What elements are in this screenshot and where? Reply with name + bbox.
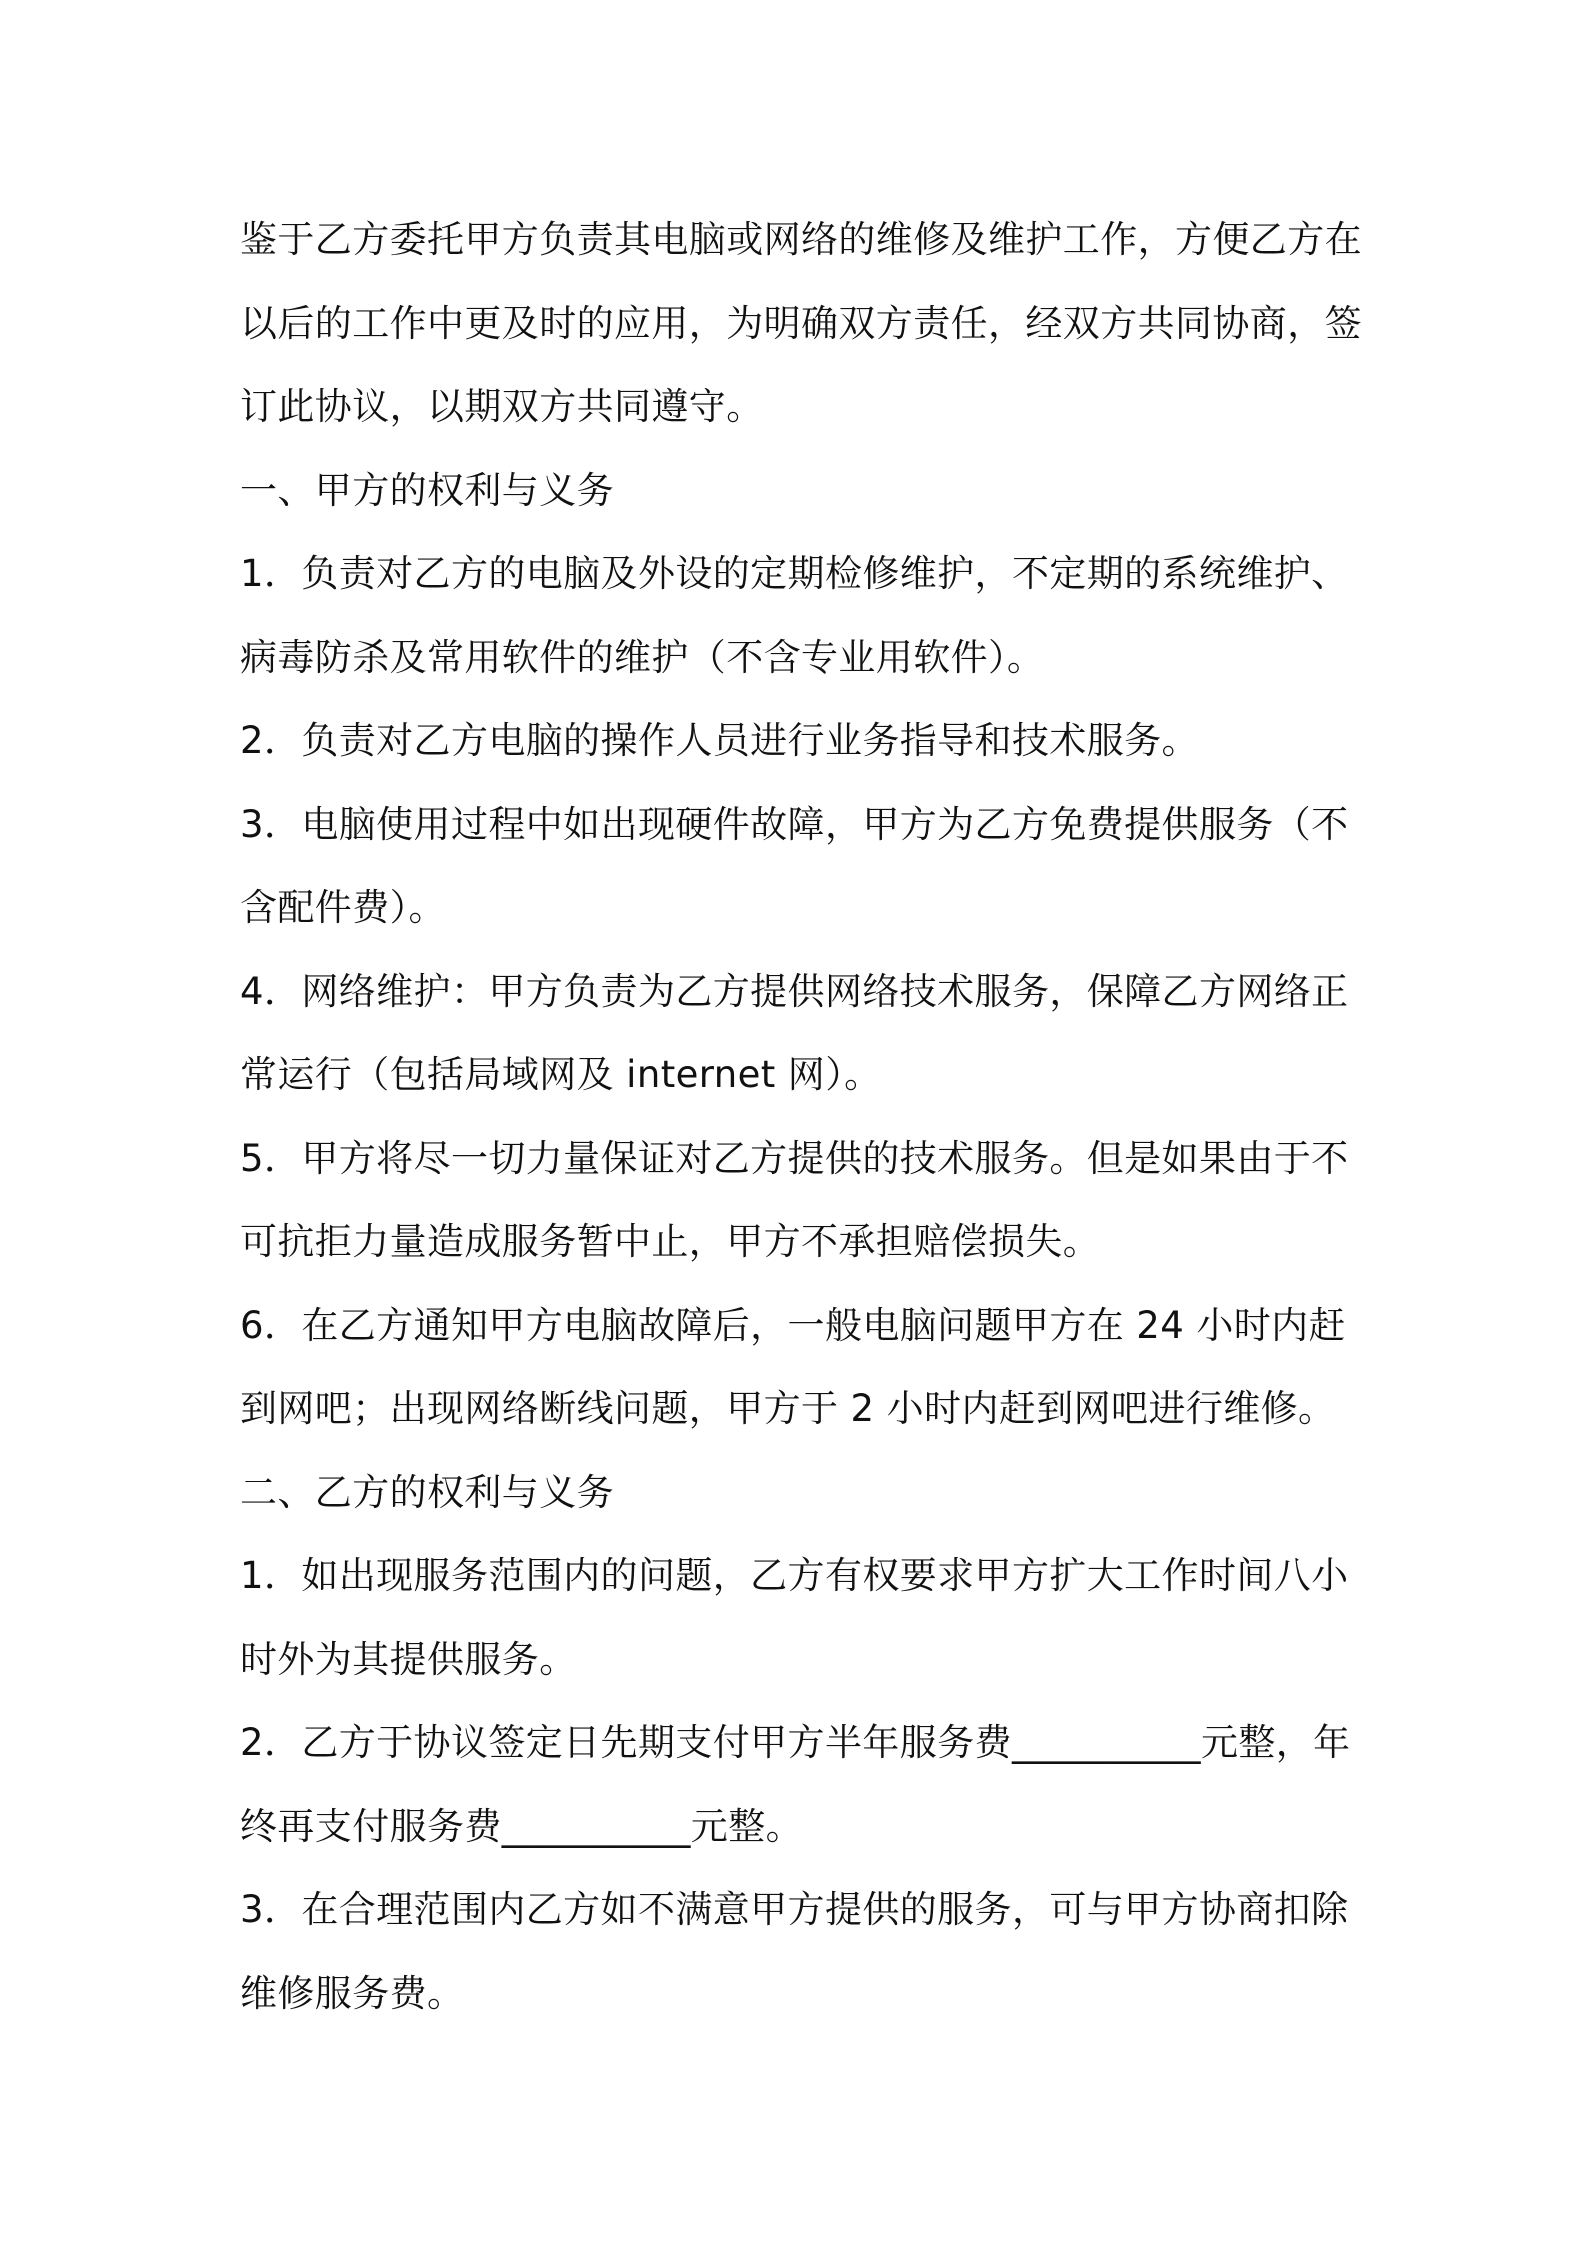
paragraph-line: 可抗拒力量造成服务暂中止，甲方不承担赔偿损失。 (240, 1220, 1101, 1263)
paragraph-line: 1．如出现服务范围内的问题，乙方有权要求甲方扩大工作时间八小 (240, 1554, 1349, 1597)
paragraph-line: 终再支付服务费__________元整。 (240, 1804, 803, 1848)
paragraph-line: 以后的工作中更及时的应用，为明确双方责任，经双方共同协商，签 (240, 301, 1362, 345)
paragraph-line: 病毒防杀及常用软件的维护（不含专业用软件）。 (240, 635, 1045, 679)
paragraph-line: 时外为其提供服务。 (240, 1637, 577, 1681)
paragraph-line: 维修服务费。 (240, 1971, 465, 2015)
paragraph-line: 4．网络维护：甲方负责为乙方提供网络技术服务，保障乙方网络正 (240, 969, 1349, 1013)
section-heading: 一、甲方的权利与义务 (240, 468, 614, 512)
paragraph-line: 含配件费）。 (240, 886, 446, 929)
paragraph-line: 6．在乙方通知甲方电脑故障后，一般电脑问题甲方在 24 小时内赶 (240, 1303, 1346, 1347)
paragraph-line: 到网吧；出现网络断线问题，甲方于 2 小时内赶到网吧进行维修。 (240, 1387, 1336, 1430)
paragraph-line: 2．乙方于协议签定日先期支付甲方半年服务费__________元整，年 (240, 1721, 1351, 1764)
paragraph-line: 3．电脑使用过程中如出现硬件故障，甲方为乙方免费提供服务（不 (240, 802, 1349, 846)
paragraph-line: 常运行（包括局域网及 internet 网）。 (240, 1053, 882, 1096)
paragraph-line: 2．负责对乙方电脑的操作人员进行业务指导和技术服务。 (240, 719, 1199, 762)
paragraph-line: 1．负责对乙方的电脑及外设的定期检修维护，不定期的系统维护、 (240, 552, 1349, 595)
paragraph-line: 鉴于乙方委托甲方负责其电脑或网络的维修及维护工作，方便乙方在 (240, 218, 1362, 261)
paragraph-line: 5．甲方将尽一切力量保证对乙方提供的技术服务。但是如果由于不 (240, 1136, 1349, 1180)
section-heading: 二、乙方的权利与义务 (240, 1470, 614, 1514)
paragraph-line: 订此协议，以期双方共同遵守。 (240, 385, 764, 428)
paragraph-line: 3．在合理范围内乙方如不满意甲方提供的服务，可与甲方协商扣除 (240, 1888, 1349, 1931)
